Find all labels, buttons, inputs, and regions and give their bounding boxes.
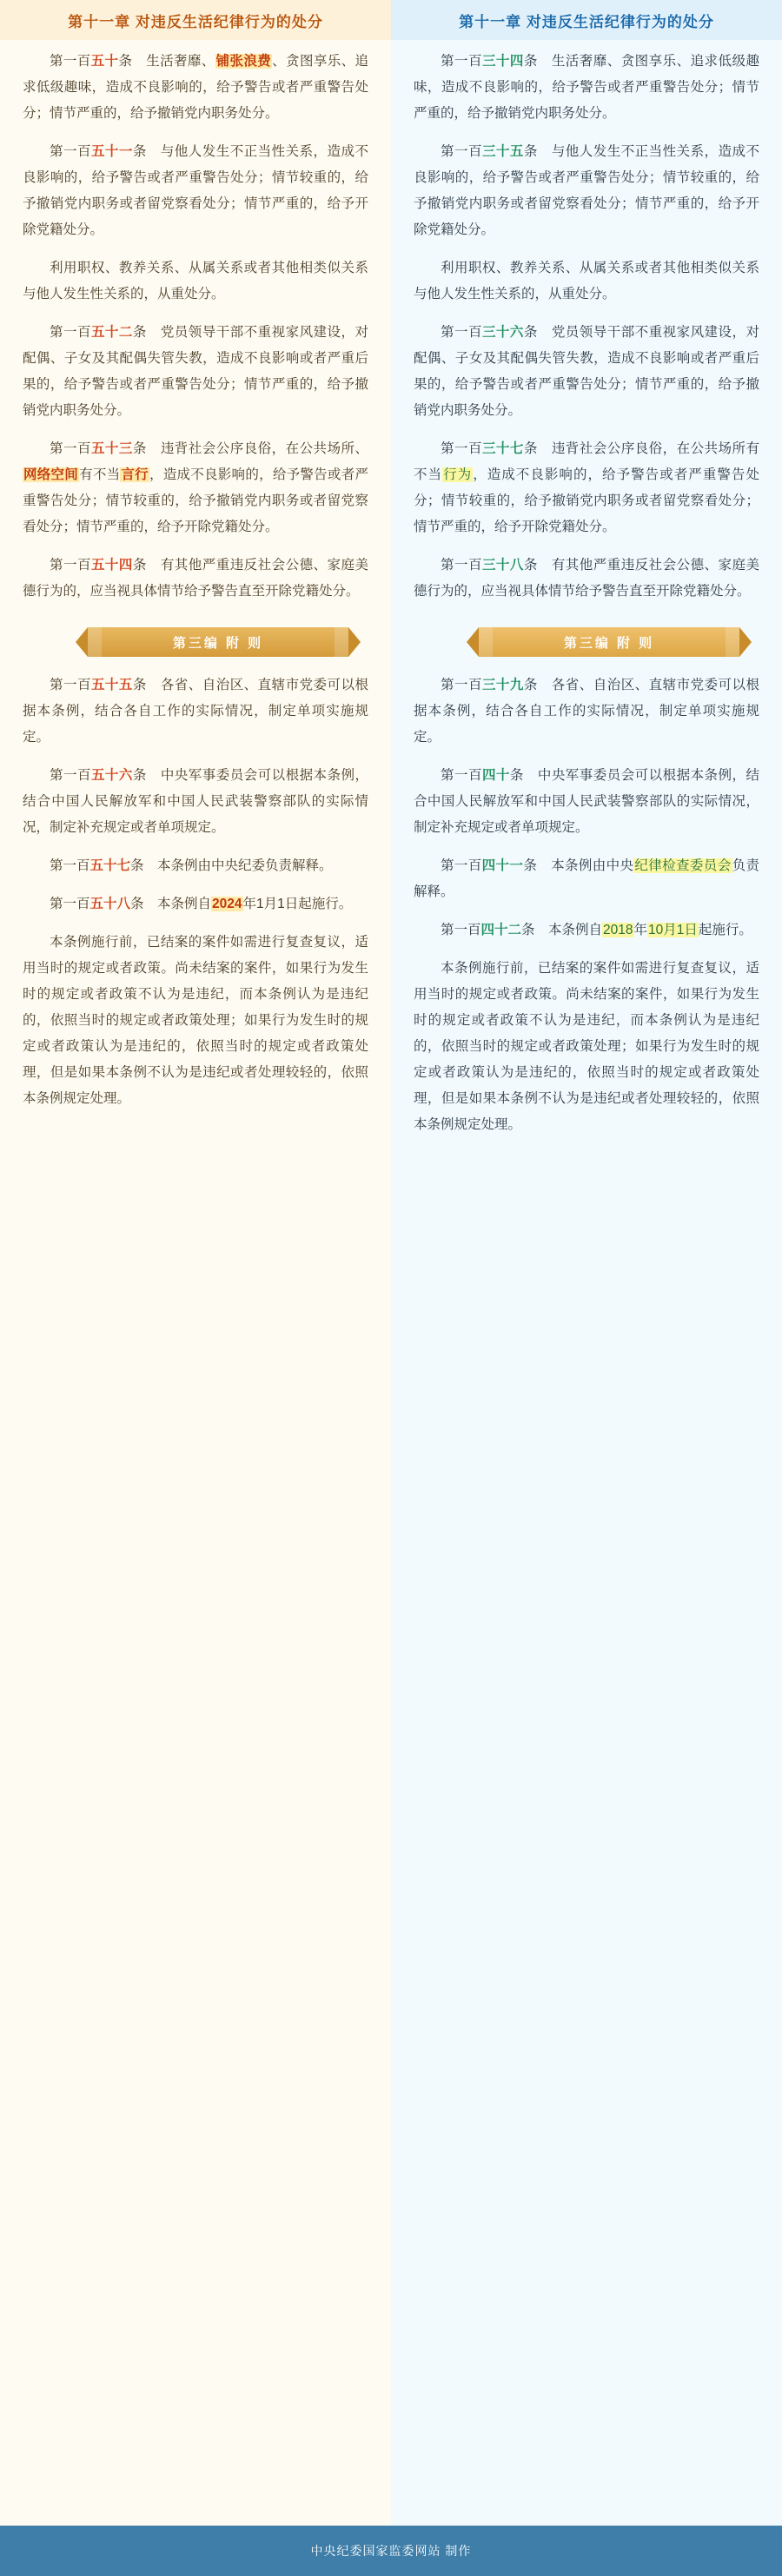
highlighted-change: 言行: [121, 467, 149, 482]
article-paragraph: [23, 255, 368, 308]
article-text: ，造成不良影响的，给予警告或者严重警告处分；情节较重的，给予撤销党内职务或者留党察看处分；情节严重的，给予开除党籍处分。: [23, 467, 368, 534]
highlighted-change: 网络空间: [23, 467, 79, 482]
highlighted-change: 铺张浪费: [215, 54, 272, 69]
article-text: 条 党员领导干部不重视家风建设，对配偶、子女及其配偶失管失教，造成不良影响或者严重后果的，给予警告或者严重警告处分；情节严重的，给予撤销党内职务处分。: [23, 325, 368, 418]
article-text: 条 本条例自: [521, 923, 603, 937]
article-paragraph: [23, 672, 368, 751]
article-text: 本条例施行前，已结案的案件如需进行复查复议，适用当时的规定或者政策。尚未结案的案件，如果行为发生时的规定或者政策不认为是违纪，而本条例认为是违纪的，依照当时的规定或者政策处理；如果行为发生时的规定或者政策认为是违纪的，依照当时的规定或者政策处理，但是如果本条例不认为是违纪或者处理较轻的，依照本条例规定处理。: [23, 935, 368, 1106]
article-text: 第一百: [441, 678, 482, 692]
article-text: 年: [633, 923, 648, 937]
article-text: 条 与他人发生不正当性关系，造成不良影响的，给予警告或者严重警告处分；情节较重的，给予撤销党内职务或者留党察看处分；情节严重的，给予开除党籍处分。: [23, 144, 368, 237]
article-number: 五十五: [90, 678, 133, 692]
article-text: 第一百: [50, 768, 91, 783]
article-text: 条 本条例自: [130, 897, 212, 911]
left-articles-container: [0, 40, 391, 1112]
article-text: 年1月1日起施行。: [242, 897, 353, 911]
footer-credit: [0, 2526, 782, 2576]
article-text: 条 违背社会公序良俗，在公共场所、: [132, 441, 368, 456]
left-section-ribbon-wrap: [23, 627, 414, 657]
article-paragraph: [23, 320, 368, 424]
article-paragraph: [414, 255, 759, 308]
right-section-ribbon-label: 第三编 附 则: [563, 635, 655, 651]
article-paragraph: [414, 436, 759, 540]
article-paragraph: [23, 436, 368, 540]
article-text: 条 有其他严重违反社会公德、家庭美德行为的，应当视具体情节给予警告直至开除党籍处分。: [414, 558, 759, 599]
article-text: 第一百: [50, 441, 91, 456]
article-text: 有不当: [79, 467, 121, 482]
article-paragraph: [414, 956, 759, 1138]
article-paragraph: [414, 853, 759, 905]
article-text: 第一百: [441, 858, 482, 873]
article-text: 条 各省、自治区、直辖市党委可以根据本条例，结合各自工作的实际情况，制定单项实施规定。: [414, 678, 759, 745]
article-text: 第一百: [50, 54, 91, 69]
right-section-ribbon-wrap: [414, 627, 782, 657]
article-text: 条 有其他严重违反社会公德、家庭美德行为的，应当视具体情节给予警告直至开除党籍处分。: [23, 558, 368, 599]
article-text: 负责解释。: [414, 858, 759, 899]
article-text: 第一百: [441, 558, 482, 573]
article-paragraph: [414, 672, 759, 751]
article-paragraph: [414, 763, 759, 841]
article-number: 四十二: [480, 923, 522, 937]
article-text: 起施行。: [698, 923, 752, 937]
article-number: 五十二: [90, 325, 133, 340]
ribbon-notch-right-icon: [726, 627, 739, 657]
article-text: 第一百: [50, 858, 90, 873]
article-number: 五十一: [90, 144, 133, 159]
article-paragraph: [23, 853, 368, 879]
left-chapter-title: 第十一章 对违反生活纪律行为的处分: [0, 0, 391, 40]
ribbon-notch-right-icon: [335, 627, 348, 657]
article-paragraph: [23, 930, 368, 1112]
article-text: 本条例施行前，已结案的案件如需进行复查复议，适用当时的规定或者政策。尚未结案的案件，如果行为发生时的规定或者政策不认为是违纪，而本条例认为是违纪的，依照当时的规定或者政策处理；如果行为发生时的规定或者政策认为是违纪的，依照当时的规定或者政策处理，但是如果本条例不认为是违纪或者处理较轻的，依照本条例规定处理。: [414, 961, 759, 1132]
article-number: 三十五: [481, 144, 524, 159]
highlighted-change: 2024: [212, 897, 242, 911]
right-chapter-title: 第十一章 对违反生活纪律行为的处分: [391, 0, 782, 40]
article-text: 条 中央军事委员会可以根据本条例，结合中国人民解放军和中国人民武装警察部队的实际情况，制定补充规定或者单项规定。: [23, 768, 368, 835]
article-text: 利用职权、教养关系、从属关系或者其他相类似关系与他人发生性关系的，从重处分。: [414, 261, 759, 301]
left-column-new-regulation: [0, 0, 391, 2526]
highlighted-change: 10月1日: [648, 923, 698, 937]
right-section-ribbon: [479, 627, 739, 657]
article-text: 条 本条例由中央: [523, 858, 634, 873]
article-text: 条 党员领导干部不重视家风建设，对配偶、子女及其配偶失管失教，造成不良影响或者严重后果的，给予警告或者严重警告处分；情节严重的，给予撤销党内职务处分。: [414, 325, 759, 418]
footer-credit-label: 中央纪委国家监委网站 制作: [310, 2544, 472, 2558]
article-paragraph: [23, 763, 368, 841]
left-section-ribbon-label: 第三编 附 则: [172, 635, 264, 651]
article-number: 三十八: [481, 558, 524, 573]
article-text: 第一百: [441, 144, 482, 159]
article-number: 三十六: [481, 325, 524, 340]
article-text: 条 生活奢靡、贪图享乐、追求低级趣味，造成不良影响的，给予警告或者严重警告处分；情节严重的，给予撤销党内职务处分。: [414, 54, 759, 121]
highlighted-change: 2018: [603, 923, 633, 937]
article-number: 五十: [90, 54, 119, 69]
article-number: 五十八: [89, 897, 131, 911]
article-paragraph: [23, 139, 368, 243]
article-text: 第一百: [50, 678, 91, 692]
article-text: 条 生活奢靡、: [118, 54, 215, 69]
article-number: 五十七: [89, 858, 131, 873]
article-text: 第一百: [50, 144, 91, 159]
article-paragraph: [23, 49, 368, 127]
article-paragraph: [414, 553, 759, 605]
article-paragraph: [23, 891, 368, 917]
article-text: 条 各省、自治区、直辖市党委可以根据本条例，结合各自工作的实际情况，制定单项实施规定。: [23, 678, 368, 745]
article-text: 第一百: [441, 54, 482, 69]
article-text: 利用职权、教养关系、从属关系或者其他相类似关系与他人发生性关系的，从重处分。: [23, 261, 368, 301]
article-text: 第一百: [441, 768, 482, 783]
article-paragraph: [414, 139, 759, 243]
article-paragraph: [414, 917, 759, 944]
article-paragraph: [414, 320, 759, 424]
article-number: 四十一: [481, 858, 524, 873]
article-number: 五十三: [90, 441, 133, 456]
article-number: 五十六: [90, 768, 133, 783]
article-text: 条 与他人发生不正当性关系，造成不良影响的，给予警告或者严重警告处分；情节较重的，给予撤销党内职务或者留党察看处分；情节严重的，给予开除党籍处分。: [414, 144, 759, 237]
article-text: 条 本条例由中央纪委负责解释。: [130, 858, 333, 873]
ribbon-notch-left-icon: [88, 627, 102, 657]
article-paragraph: [414, 49, 759, 127]
article-text: 第一百: [441, 441, 482, 456]
article-text: 条 违背社会公序良俗，在公共场所有不当: [414, 441, 759, 482]
article-text: 第一百: [50, 325, 91, 340]
article-number: 五十四: [90, 558, 133, 573]
left-section-ribbon: [88, 627, 348, 657]
right-column-old-regulation: [391, 0, 782, 2526]
article-number: 三十九: [481, 678, 524, 692]
article-paragraph: [23, 553, 368, 605]
article-number: 四十: [481, 768, 510, 783]
article-text: 第一百: [50, 558, 91, 573]
article-text: 第一百: [441, 325, 482, 340]
article-text: 条 中央军事委员会可以根据本条例，结合中国人民解放军和中国人民武装警察部队的实际情况，制定补充规定或者单项规定。: [414, 768, 759, 835]
highlighted-change: 纪律检查委员会: [634, 858, 732, 873]
right-articles-container: [391, 40, 782, 1138]
highlighted-change: 行为: [443, 467, 473, 482]
article-text: ，造成不良影响的，给予警告或者严重警告处分；情节较重的，给予撤销党内职务或者留党察看处分；情节严重的，给予开除党籍处分。: [414, 467, 759, 534]
article-number: 三十七: [481, 441, 524, 456]
article-text: 第一百: [50, 897, 90, 911]
ribbon-notch-left-icon: [479, 627, 493, 657]
article-text: 第一百: [441, 923, 481, 937]
article-text: 、贪图享乐、追求低级趣味，造成不良影响的，给予警告或者严重警告处分；情节严重的，给予撤销党内职务处分。: [23, 54, 368, 121]
article-number: 三十四: [481, 54, 524, 69]
